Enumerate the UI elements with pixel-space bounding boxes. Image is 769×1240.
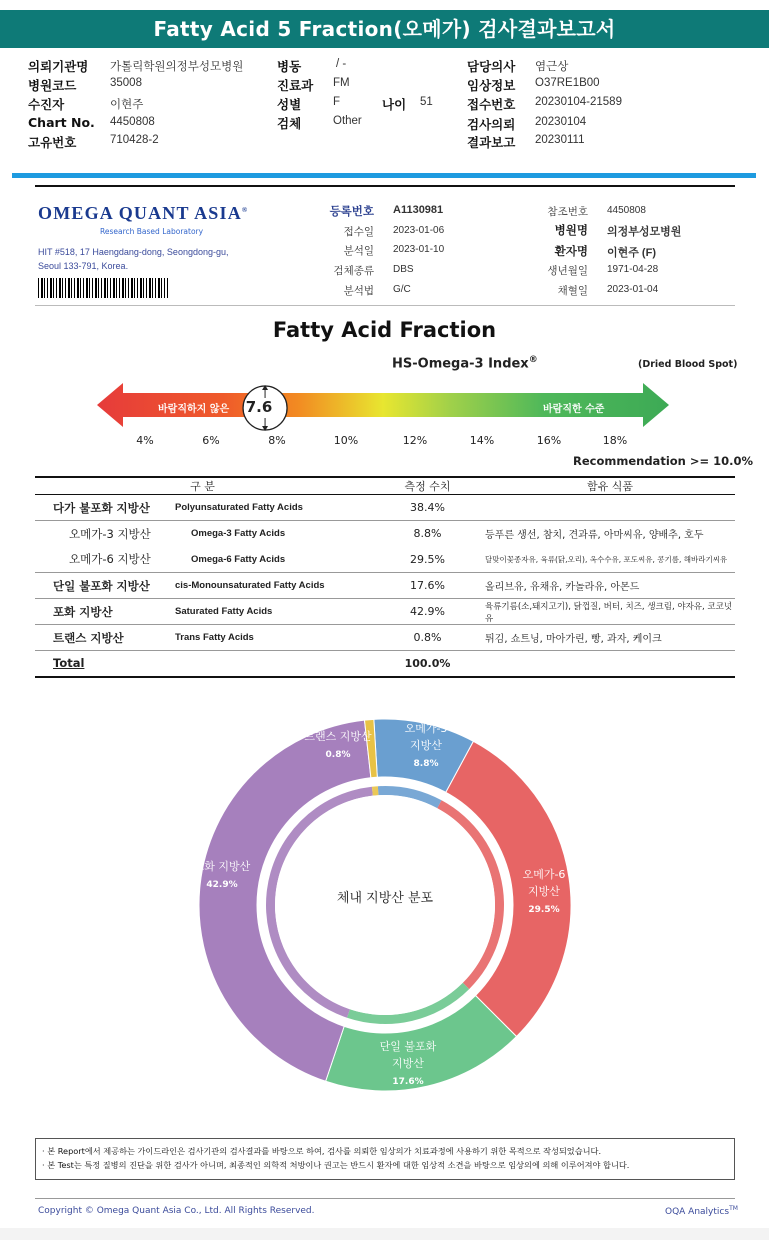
column-header: 측정 수치 xyxy=(370,477,485,495)
header-label: 고유번호 xyxy=(28,135,77,150)
page-bottom-band xyxy=(0,1228,769,1240)
header-label: 담당의사 xyxy=(467,59,516,74)
fatty-acid-name-ko: 트랜스 지방산 xyxy=(35,625,175,651)
info-value: 1971-04-28 xyxy=(607,264,659,275)
header-label: 나이 xyxy=(382,97,407,112)
fatty-acid-name-en: cis-Monounsaturated Fatty Acids xyxy=(175,573,370,599)
donut-slice-label: 지방산 xyxy=(528,885,560,898)
donut-slice-label: 단일 불포화 xyxy=(379,1040,437,1053)
header-value: 염근상 xyxy=(535,61,569,73)
header-value: 20230104 xyxy=(535,116,587,128)
fatty-acid-value: 29.5% xyxy=(370,547,485,573)
info-divider xyxy=(35,305,735,306)
disclaimer-line: · 본 Test는 특정 질병의 진단을 위한 검사가 아니며, 최종적인 의학적 처방이나 권고는 반드시 환자에 대한 임상적 소견을 바탕으로 임상의에 의해 이루어져야 합니다. xyxy=(42,1160,630,1170)
gauge-tick: 14% xyxy=(469,434,495,447)
disclaimer-box xyxy=(35,1138,735,1180)
footer-divider xyxy=(35,1198,735,1199)
table-row xyxy=(35,547,735,573)
fatty-acid-value: 8.8% xyxy=(413,527,442,541)
food-sources: 올리브유, 유채유, 카놀라유, 아몬드 xyxy=(485,573,735,599)
header-label: 성별 xyxy=(277,97,302,112)
fatty-acid-name-ko: 포화 지방산 xyxy=(35,599,175,625)
info-label: 병원명 xyxy=(554,223,588,237)
fatty-acid-value: 0.8% xyxy=(370,625,485,651)
total-label: Total xyxy=(35,651,175,677)
index-title-text: HS-Omega-3 Index xyxy=(392,356,529,372)
info-value: A1130981 xyxy=(393,204,444,216)
donut-slice-value: 29.5% xyxy=(528,905,560,915)
fatty-acid-value: 38.4% xyxy=(370,495,485,521)
table-row xyxy=(35,573,735,599)
info-value: 4450808 xyxy=(607,205,646,216)
donut-slice-label: 포화 지방산 xyxy=(193,860,251,873)
header-value: / - xyxy=(336,58,347,70)
header-value: 이현주 xyxy=(110,99,144,111)
index-title xyxy=(392,355,538,371)
info-label: 분석법 xyxy=(343,285,374,297)
gauge-tick: 12% xyxy=(402,434,428,447)
table-row xyxy=(35,521,735,547)
lab-address-line2: Seoul 133-791, Korea. xyxy=(38,261,129,271)
header-value: 51 xyxy=(420,96,433,108)
header-value: 4450808 xyxy=(110,116,155,128)
gauge-good-label: 바람직한 수준 xyxy=(543,404,605,415)
fatty-acid-name-ko: 다가 불포화 지방산 xyxy=(35,495,175,521)
header-value: F xyxy=(333,96,341,108)
info-value: 2023-01-06 xyxy=(393,225,445,236)
gauge-tick: 16% xyxy=(536,434,562,447)
fatty-acid-value: 17.6% xyxy=(370,573,485,599)
gauge-tick: 18% xyxy=(602,434,628,447)
report-title: Fatty Acid 5 Fraction(오메가) 검사결과보고서 xyxy=(0,10,769,48)
food-sources: 육류기름(소,돼지고기), 닭껍질, 버터, 치즈, 생크림, 야자유, 코코넛유 xyxy=(485,599,735,625)
header-value: Other xyxy=(333,115,362,127)
header-value: 20230111 xyxy=(535,134,585,146)
donut-inner-slice-trans xyxy=(372,786,379,795)
brand-text: OQA Analytics xyxy=(665,1207,730,1217)
lab-logo xyxy=(38,203,248,224)
registered-mark: ® xyxy=(241,206,249,214)
gauge-tick: 8% xyxy=(268,434,286,447)
donut-slice-label: 트랜스 지방산 xyxy=(304,730,372,743)
food-sources: 튀김, 쇼트닝, 마아가린, 빵, 과자, 케이크 xyxy=(485,625,735,651)
header-label: 병동 xyxy=(277,59,302,74)
donut-slice-label: 지방산 xyxy=(410,739,442,752)
header-label: 검사의뢰 xyxy=(467,117,516,132)
fatty-acid-name-en: Omega-6 Fatty Acids xyxy=(175,547,370,573)
sample-type: (Dried Blood Spot) xyxy=(638,359,738,370)
donut-slice-value: 0.8% xyxy=(325,750,351,760)
header-label: 검체 xyxy=(277,116,302,131)
section-title: Fatty Acid Fraction xyxy=(272,318,497,342)
column-header: 구 분 xyxy=(35,477,370,495)
lab-address-line1: HIT #518, 17 Haengdang-dong, Seongdong-gu, xyxy=(38,247,229,257)
gauge-value: 7.6 xyxy=(245,398,273,416)
oqa-analytics-brand xyxy=(665,1205,738,1217)
table-row xyxy=(35,599,735,625)
header-label: 결과보고 xyxy=(467,135,516,150)
info-label: 채혈일 xyxy=(557,285,588,297)
fatty-acid-value: 42.9% xyxy=(370,599,485,625)
fatty-acid-donut-chart xyxy=(180,700,590,1110)
table-row xyxy=(35,495,735,521)
gauge-tick: 10% xyxy=(333,434,359,447)
donut-center-title: 체내 지방산 분포 xyxy=(336,891,434,906)
fatty-acid-name-en: Trans Fatty Acids xyxy=(175,625,370,651)
table-header-row xyxy=(35,477,735,495)
header-label: Chart No. xyxy=(28,115,95,130)
header-value: 20230104-21589 xyxy=(535,96,622,108)
lab-subtitle: Research Based Laboratory xyxy=(100,227,204,236)
header-label: 접수번호 xyxy=(467,97,516,112)
header-label: 병원코드 xyxy=(28,78,77,93)
food-sources: 등푸른 생선, 참치, 견과류, 아마씨유, 양배추, 호두 xyxy=(485,530,704,542)
disclaimer-line: · 본 Report에서 제공하는 가이드라인은 검사기관의 검사결과를 바탕으로 하여, 검사를 의뢰한 임상의가 치료과정에 사용하기 위한 목적으로 작성되었습니다. xyxy=(42,1146,602,1156)
fatty-acid-table xyxy=(35,476,735,678)
donut-slice-value: 42.9% xyxy=(206,880,238,890)
header-value: 가톨릭학원의정부성모병원 xyxy=(110,61,244,73)
fatty-acid-name-en: Polyunsaturated Fatty Acids xyxy=(175,495,370,521)
fatty-acid-name-en: Omega-3 Fatty Acids xyxy=(191,528,286,540)
header-value: FM xyxy=(333,77,350,89)
donut-slice-label: 지방산 xyxy=(392,1057,424,1070)
barcode xyxy=(38,278,168,298)
info-label: 생년월일 xyxy=(547,265,588,277)
info-value: 2023-01-04 xyxy=(607,284,659,295)
info-value: G/C xyxy=(393,284,411,295)
header-value: 35008 xyxy=(110,77,142,89)
recommendation: Recommendation >= 10.0% xyxy=(573,454,754,468)
info-value: DBS xyxy=(393,264,414,275)
info-label: 등록번호 xyxy=(329,204,374,218)
header-label: 의뢰기관명 xyxy=(28,59,89,74)
header-label: 수진자 xyxy=(28,97,65,112)
food-sources: 달맞이꽃종자유, 육류(닭,오리), 옥수수유, 포도씨유, 콩기름, 해바라기씨유 xyxy=(485,547,735,573)
gauge-tick: 4% xyxy=(136,434,154,447)
fatty-acid-name-ko: 오메가-6 지방산 xyxy=(35,547,175,573)
gauge-tick: 6% xyxy=(202,434,220,447)
registered-mark: ® xyxy=(528,355,538,365)
trademark-mark: TM xyxy=(729,1205,738,1212)
food-sources xyxy=(485,495,735,521)
header-value: O37RE1B00 xyxy=(535,77,600,89)
info-label: 접수일 xyxy=(343,226,374,238)
info-value: 의정부성모병원 xyxy=(607,226,682,238)
donut-slice-value: 17.6% xyxy=(392,1077,424,1087)
donut-slice-label: 오메가-6 xyxy=(522,868,566,881)
section-divider xyxy=(12,173,756,178)
info-label: 분석일 xyxy=(343,245,374,257)
header-value: 710428-2 xyxy=(110,134,159,146)
info-value: 2023-01-10 xyxy=(393,244,445,255)
total-value: 100.0% xyxy=(370,651,485,677)
fatty-acid-name-en: Saturated Fatty Acids xyxy=(175,599,370,625)
lab-logo-text: OMEGA QUANT ASIA xyxy=(38,203,242,223)
report-top-rule xyxy=(35,185,735,187)
info-label: 참조번호 xyxy=(547,206,588,218)
info-label: 검체종류 xyxy=(333,265,374,277)
header-label: 진료과 xyxy=(277,78,314,93)
donut-slice-label: 오메가-3 xyxy=(404,722,448,735)
gauge-bad-label: 바람직하지 않은 xyxy=(158,404,230,415)
copyright: Copyright © Omega Quant Asia Co., Ltd. All Rights Reserved. xyxy=(38,1206,315,1216)
table-total-row xyxy=(35,651,735,677)
column-header: 함유 식품 xyxy=(485,477,735,495)
donut-slice-value: 8.8% xyxy=(413,759,439,769)
table-row xyxy=(35,625,735,651)
info-label: 환자명 xyxy=(554,244,588,258)
header-label: 임상정보 xyxy=(467,78,516,93)
fatty-acid-name-ko: 오메가-3 지방산 xyxy=(69,526,151,541)
fatty-acid-name-ko: 단일 불포화 지방산 xyxy=(35,573,175,599)
info-value: 이현주 (F) xyxy=(607,247,656,259)
